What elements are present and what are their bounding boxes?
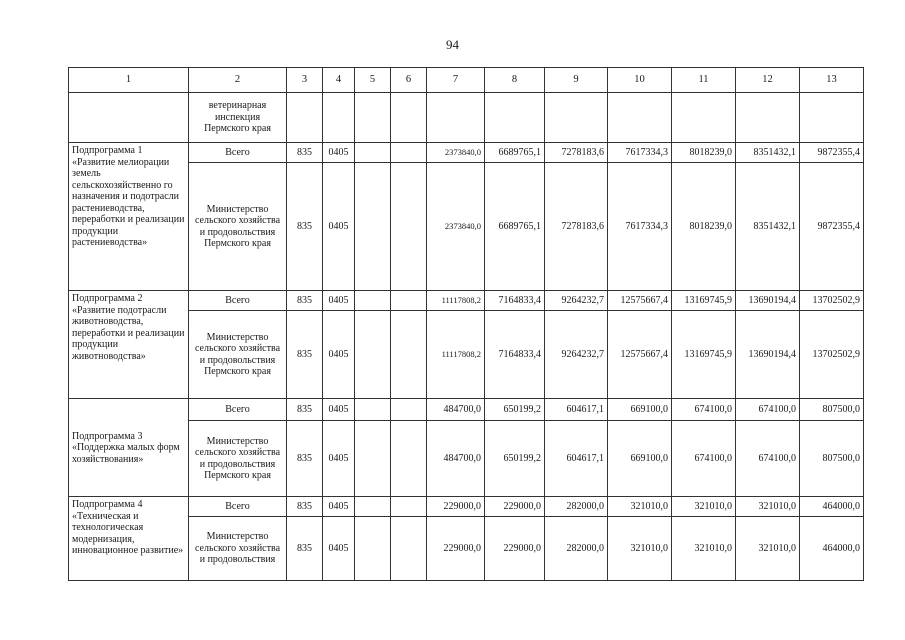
value-cell: 282000,0 xyxy=(545,497,608,517)
column-header: 8 xyxy=(485,68,545,93)
value-cell: 7164833,4 xyxy=(485,291,545,311)
value-cell: 604617,1 xyxy=(545,421,608,497)
rzpr-cell: 0405 xyxy=(323,311,355,399)
rzpr-cell: 0405 xyxy=(323,497,355,517)
column-header: 5 xyxy=(355,68,391,93)
value-cell: 9872355,4 xyxy=(800,143,864,163)
value-cell: 229000,0 xyxy=(427,497,485,517)
value-cell: 229000,0 xyxy=(427,517,485,581)
grbs-cell: 835 xyxy=(287,497,323,517)
table-row xyxy=(69,517,864,581)
column-header: 2 xyxy=(189,68,287,93)
table-row xyxy=(69,163,864,291)
table-row xyxy=(69,311,864,399)
budget-table xyxy=(68,67,864,581)
org-cell: Всего xyxy=(189,399,287,421)
rzpr-cell xyxy=(323,93,355,143)
empty-cell xyxy=(355,93,391,143)
value-cell: 604617,1 xyxy=(545,399,608,421)
table-row xyxy=(69,497,864,517)
org-cell: Министерство сельского хозяйства и продовольствия Пермского края xyxy=(189,163,287,291)
value-cell: 7278183,6 xyxy=(545,163,608,291)
value-cell: 9264232,7 xyxy=(545,311,608,399)
rzpr-cell: 0405 xyxy=(323,143,355,163)
value-cell: 11117808,2 xyxy=(427,291,485,311)
table-row xyxy=(69,291,864,311)
value-cell: 12575667,4 xyxy=(608,291,672,311)
value-cell: 8018239,0 xyxy=(672,163,736,291)
value-cell: 807500,0 xyxy=(800,399,864,421)
value-cell: 669100,0 xyxy=(608,399,672,421)
value-cell: 484700,0 xyxy=(427,399,485,421)
program-name-cell: Подпрограмма 4 «Техническая и технологическая модернизация, инновационное развитие» xyxy=(69,497,189,581)
value-cell: 674100,0 xyxy=(736,421,800,497)
table-header-row xyxy=(69,68,864,93)
empty-cell xyxy=(391,517,427,581)
grbs-cell: 835 xyxy=(287,517,323,581)
value-cell: 674100,0 xyxy=(672,421,736,497)
value-cell: 321010,0 xyxy=(736,497,800,517)
column-header: 6 xyxy=(391,68,427,93)
value-cell: 13169745,9 xyxy=(672,311,736,399)
org-cell: Всего xyxy=(189,497,287,517)
value-cell: 7164833,4 xyxy=(485,311,545,399)
empty-cell xyxy=(391,163,427,291)
table-row xyxy=(69,93,864,143)
org-cell: Министерство сельского хозяйства и продовольствия xyxy=(189,517,287,581)
value-cell: 13690194,4 xyxy=(736,291,800,311)
empty-cell xyxy=(355,143,391,163)
value-cell: 321010,0 xyxy=(672,517,736,581)
value-cell: 674100,0 xyxy=(736,399,800,421)
value-cell xyxy=(427,93,485,143)
empty-cell xyxy=(391,421,427,497)
value-cell: 9264232,7 xyxy=(545,291,608,311)
empty-cell xyxy=(355,163,391,291)
page-number: 94 xyxy=(446,37,459,52)
column-header: 10 xyxy=(608,68,672,93)
value-cell: 6689765,1 xyxy=(485,143,545,163)
value-cell xyxy=(608,93,672,143)
empty-cell xyxy=(391,399,427,421)
value-cell: 669100,0 xyxy=(608,421,672,497)
rzpr-cell: 0405 xyxy=(323,517,355,581)
org-cell: Всего xyxy=(189,143,287,163)
value-cell: 13169745,9 xyxy=(672,291,736,311)
grbs-cell: 835 xyxy=(287,291,323,311)
value-cell: 7617334,3 xyxy=(608,163,672,291)
grbs-cell: 835 xyxy=(287,311,323,399)
value-cell: 13702502,9 xyxy=(800,291,864,311)
program-name-cell: Подпрограмма 1 «Развитие мелиорации земель сельскохозяйственно го назначения и подотрасли растениеводства, переработки и реализации продукции растениеводства» xyxy=(69,143,189,291)
empty-cell xyxy=(355,291,391,311)
value-cell xyxy=(736,93,800,143)
empty-cell xyxy=(391,311,427,399)
column-header: 4 xyxy=(323,68,355,93)
value-cell: 321010,0 xyxy=(608,497,672,517)
column-header: 13 xyxy=(800,68,864,93)
value-cell: 321010,0 xyxy=(736,517,800,581)
rzpr-cell: 0405 xyxy=(323,421,355,497)
column-header: 1 xyxy=(69,68,189,93)
column-header: 12 xyxy=(736,68,800,93)
value-cell: 8351432,1 xyxy=(736,143,800,163)
value-cell: 321010,0 xyxy=(672,497,736,517)
value-cell: 321010,0 xyxy=(608,517,672,581)
grbs-cell: 835 xyxy=(287,143,323,163)
column-header: 3 xyxy=(287,68,323,93)
value-cell xyxy=(672,93,736,143)
value-cell xyxy=(485,93,545,143)
table-row xyxy=(69,421,864,497)
program-cell xyxy=(69,93,189,143)
column-header: 11 xyxy=(672,68,736,93)
value-cell: 229000,0 xyxy=(485,497,545,517)
value-cell: 13690194,4 xyxy=(736,311,800,399)
value-cell: 7617334,3 xyxy=(608,143,672,163)
empty-cell xyxy=(391,497,427,517)
grbs-cell: 835 xyxy=(287,421,323,497)
column-header: 9 xyxy=(545,68,608,93)
empty-cell xyxy=(355,421,391,497)
grbs-cell: 835 xyxy=(287,399,323,421)
value-cell: 650199,2 xyxy=(485,399,545,421)
column-header: 7 xyxy=(427,68,485,93)
grbs-cell xyxy=(287,93,323,143)
value-cell xyxy=(800,93,864,143)
empty-cell xyxy=(355,311,391,399)
org-cell: Министерство сельского хозяйства и продовольствия Пермского края xyxy=(189,311,287,399)
value-cell: 674100,0 xyxy=(672,399,736,421)
org-cell: Министерство сельского хозяйства и продовольствия Пермского края xyxy=(189,421,287,497)
value-cell: 6689765,1 xyxy=(485,163,545,291)
grbs-cell: 835 xyxy=(287,163,323,291)
value-cell: 8018239,0 xyxy=(672,143,736,163)
value-cell: 11117808,2 xyxy=(427,311,485,399)
value-cell: 807500,0 xyxy=(800,421,864,497)
value-cell: 2373840,0 xyxy=(427,163,485,291)
value-cell: 12575667,4 xyxy=(608,311,672,399)
rzpr-cell: 0405 xyxy=(323,163,355,291)
value-cell: 650199,2 xyxy=(485,421,545,497)
empty-cell xyxy=(391,143,427,163)
program-name-cell: Подпрограмма 3 «Поддержка малых форм хозяйствования» xyxy=(69,399,189,497)
table-row xyxy=(69,399,864,421)
value-cell xyxy=(545,93,608,143)
empty-cell xyxy=(391,291,427,311)
org-cell: Всего xyxy=(189,291,287,311)
empty-cell xyxy=(355,517,391,581)
empty-cell xyxy=(355,399,391,421)
org-cell: ветеринарная инспекция Пермского края xyxy=(189,93,287,143)
table-row xyxy=(69,143,864,163)
value-cell: 484700,0 xyxy=(427,421,485,497)
rzpr-cell: 0405 xyxy=(323,399,355,421)
value-cell: 464000,0 xyxy=(800,497,864,517)
value-cell: 2373840,0 xyxy=(427,143,485,163)
value-cell: 7278183,6 xyxy=(545,143,608,163)
value-cell: 8351432,1 xyxy=(736,163,800,291)
value-cell: 464000,0 xyxy=(800,517,864,581)
empty-cell xyxy=(355,497,391,517)
value-cell: 9872355,4 xyxy=(800,163,864,291)
value-cell: 13702502,9 xyxy=(800,311,864,399)
rzpr-cell: 0405 xyxy=(323,291,355,311)
program-name-cell: Подпрограмма 2 «Развитие подотрасли животноводства, переработки и реализации продукции животноводства» xyxy=(69,291,189,399)
empty-cell xyxy=(391,93,427,143)
value-cell: 229000,0 xyxy=(485,517,545,581)
value-cell: 282000,0 xyxy=(545,517,608,581)
